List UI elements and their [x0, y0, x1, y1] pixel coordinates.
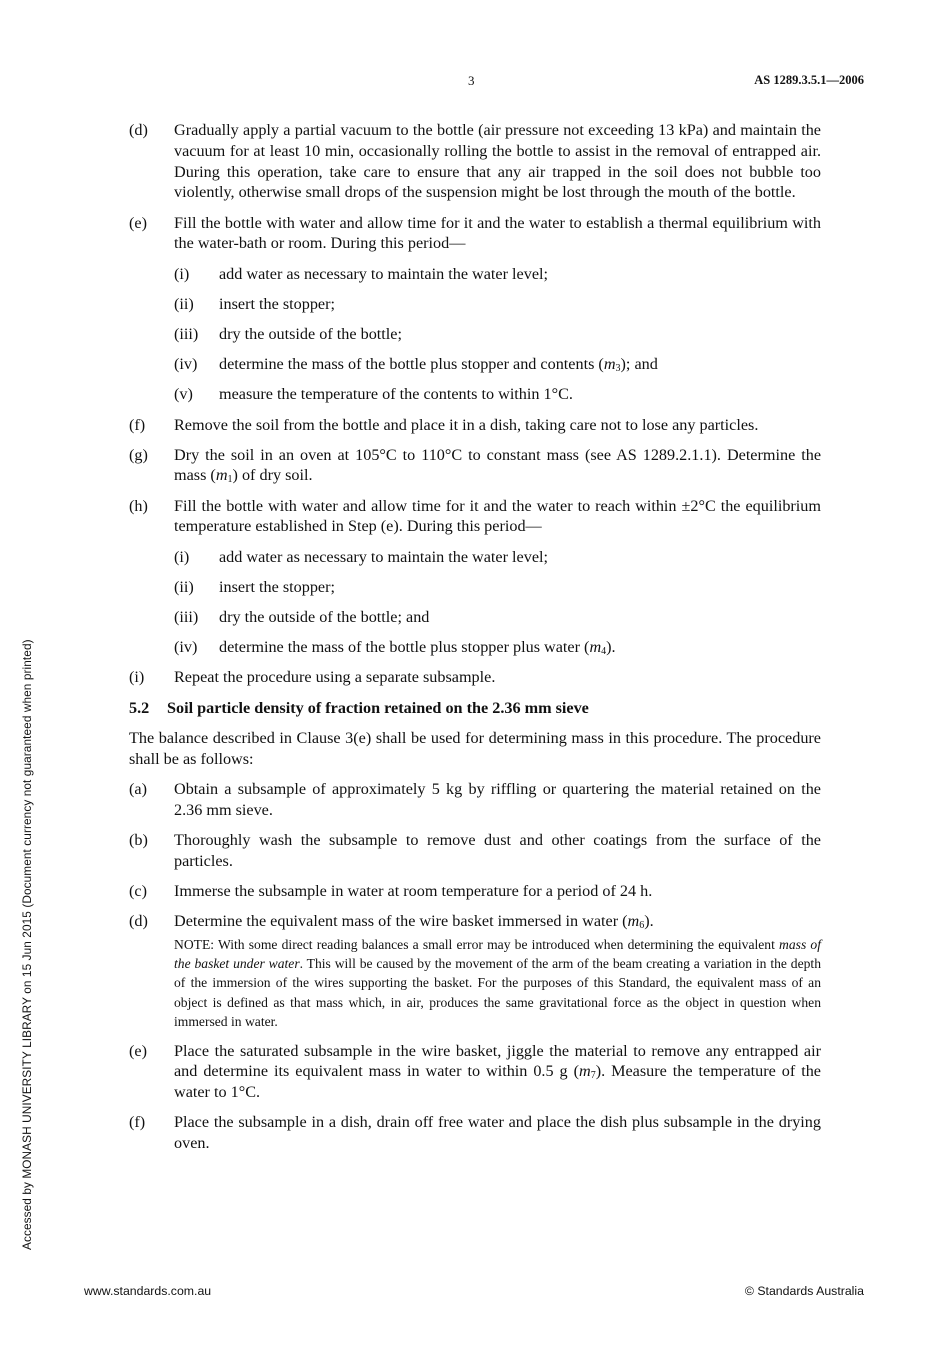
item-label: (g) — [129, 445, 148, 464]
variable-m: m — [589, 638, 602, 657]
list-item — [129, 667, 821, 688]
footer-website: www.standards.com.au — [84, 1284, 212, 1298]
sub-item — [174, 637, 821, 658]
item-text — [174, 911, 821, 1031]
item-label: (f) — [129, 415, 146, 434]
variable-m: m — [215, 466, 228, 485]
sub-item-label: (iii) — [174, 608, 199, 627]
sub-item-label: (i) — [174, 547, 190, 566]
document-body — [129, 120, 821, 1163]
text-run: determine the mass of the bottle plus stopper and contents ( — [219, 355, 604, 374]
sub-item-text — [219, 637, 821, 658]
page-number: 3 — [468, 73, 475, 88]
sub-item-text: add water as necessary to maintain the water level; — [219, 547, 549, 566]
footer-copyright: © Standards Australia — [744, 1284, 864, 1298]
note-text: NOTE: With some direct reading balances a small error may be introduced when determining the equivalent — [174, 936, 780, 952]
sub-item — [174, 384, 821, 405]
sub-item — [174, 264, 821, 285]
list-item — [129, 445, 821, 487]
sub-item-text: measure the temperature of the contents to within 1°C. — [219, 385, 573, 404]
variable-m: m — [603, 355, 616, 374]
item-text: Remove the soil from the bottle and place it in a dish, taking care not to lose any particles. — [174, 415, 759, 434]
item-text: Fill the bottle with water and allow time for it and the water to establish a thermal equilibrium with the water-bath or room. During this period— — [174, 213, 821, 253]
note — [174, 935, 821, 1031]
list-item — [129, 496, 821, 538]
sub-item-label: (v) — [174, 385, 193, 404]
access-watermark-text: Accessed by MONASH UNIVERSITY LIBRARY on 15 Jun 2015 (Document currency not guaranteed when printed) — [20, 639, 34, 1250]
sub-item — [174, 324, 821, 345]
list-item — [129, 213, 821, 255]
section-intro: The balance described in Clause 3(e) shall be used for determining mass in this procedure. The procedure shall be as follows: — [129, 728, 821, 768]
sub-item-text: add water as necessary to maintain the water level; — [219, 264, 549, 283]
list-item — [129, 779, 821, 821]
item-label: (c) — [129, 881, 147, 900]
sub-item — [174, 354, 821, 375]
item-text — [174, 445, 821, 487]
sub-item-text — [219, 354, 821, 375]
standard-code: AS 1289.3.5.1—2006 — [754, 73, 864, 87]
list-item — [129, 415, 821, 436]
note-emphasis: mass of the basket under water — [174, 936, 821, 972]
variable-subscript: 6 — [639, 919, 645, 931]
list-item — [129, 881, 821, 902]
variable-subscript: 1 — [227, 474, 233, 486]
item-label: (e) — [129, 213, 147, 232]
text-run: Determine the equivalent mass of the wire basket immersed in water ( — [174, 911, 628, 930]
section-heading — [129, 698, 821, 719]
text-run: ). — [606, 638, 616, 657]
sub-item-label: (iv) — [174, 355, 198, 374]
list-item — [129, 1112, 821, 1154]
sub-item — [174, 607, 821, 628]
item-text: Repeat the procedure using a separate subsample. — [174, 668, 496, 687]
sub-item-label: (iv) — [174, 638, 198, 657]
text-run: ); and — [620, 355, 658, 374]
item-text: Immerse the subsample in water at room temperature for a period of 24 h. — [174, 881, 653, 900]
item-label: (f) — [129, 1113, 146, 1132]
sub-item — [174, 577, 821, 598]
sub-item-label: (i) — [174, 264, 190, 283]
text-run: ). — [644, 911, 654, 930]
item-text: Thoroughly wash the subsample to remove dust and other coatings from the surface of the particles. — [174, 830, 821, 870]
item-text: Gradually apply a partial vacuum to the bottle (air pressure not exceeding 13 kPa) and maintain the vacuum for at least 10 min, occasionally rolling the bottle to assist in the removal of entrapped air. During this operation, take care to ensure that any air trapped in the soil does not bubble too violently, otherwise small drops of the suspension might be lost through the mouth of the bottle. — [174, 121, 821, 202]
list-item — [129, 1041, 821, 1103]
item-label: (h) — [129, 496, 148, 515]
variable-m: m — [578, 1062, 591, 1081]
variable-subscript: 3 — [615, 363, 621, 375]
section-number: 5.2 — [129, 698, 150, 717]
item-text: Place the subsample in a dish, drain off free water and place the dish plus subsample in the drying oven. — [174, 1113, 821, 1153]
list-item — [129, 911, 821, 1031]
text-run: ) of dry soil. — [232, 466, 313, 485]
text-run: determine the mass of the bottle plus stopper plus water ( — [219, 638, 590, 657]
item-label: (b) — [129, 830, 148, 849]
list-item — [129, 120, 821, 203]
text-run: Dry the soil in an oven at 105°C to 110°C to constant mass (see AS 1289.2.1.1). Determine the mass ( — [174, 445, 821, 485]
sub-item-label: (iii) — [174, 324, 199, 343]
item-label: (e) — [129, 1041, 147, 1060]
item-text: Fill the bottle with water and allow time for it and the water to reach within ±2°C the equilibrium temperature established in Step (e). During this period— — [174, 496, 821, 536]
sub-item-label: (ii) — [174, 294, 194, 313]
sub-item-text: insert the stopper; — [219, 577, 335, 596]
variable-subscript: 7 — [590, 1070, 596, 1082]
sub-item-text: dry the outside of the bottle; and — [219, 608, 430, 627]
item-label: (d) — [129, 121, 148, 139]
note-text: . This will be caused by the movement of the arm of the beam creating a variation in the depth of the immersion of the wires supporting the basket. For the purposes of this Standard, the equivalent mass of an object is defined as that mass which, in air, produces the same gravitational force as the object in question when immersed in water. — [174, 956, 822, 1029]
sub-item-label: (ii) — [174, 577, 194, 596]
variable-m: m — [627, 911, 640, 930]
list-item — [129, 830, 821, 872]
sub-item-text: dry the outside of the bottle; — [219, 324, 402, 343]
section-title: Soil particle density of fraction retained on the 2.36 mm sieve — [167, 698, 589, 717]
sub-item — [174, 547, 821, 568]
item-label: (d) — [129, 911, 148, 930]
item-text — [174, 1041, 821, 1103]
variable-subscript: 4 — [601, 646, 607, 658]
item-text: Obtain a subsample of approximately 5 kg by riffling or quartering the material retained on the 2.36 mm sieve. — [174, 779, 821, 819]
text-run: Place the saturated subsample in the wire basket, jiggle the material to remove any entrapped air and determine its equivalent mass in water to within 0.5 g ( — [174, 1041, 821, 1081]
sub-item-text: insert the stopper; — [219, 294, 335, 313]
item-label: (a) — [129, 779, 147, 798]
sub-item — [174, 294, 821, 315]
text-run: ). Measure the temperature of the water to 1°C. — [174, 1062, 821, 1102]
item-label: (i) — [129, 668, 145, 687]
